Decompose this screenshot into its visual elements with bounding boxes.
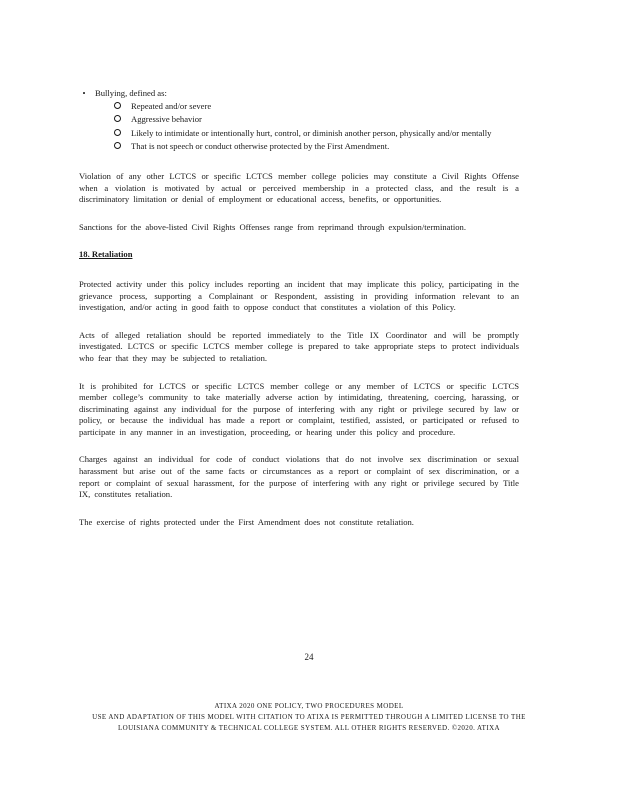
- circle-bullet-icon: [114, 102, 121, 109]
- page-footer: [60, 701, 558, 734]
- paragraph-charges: Charges against an individual for code of conduct violations that do not involve sex discrimination or sexual harassment but arise out of the same facts or circumstances as a report or complaint of sex discrimination, or a report or complaint of sexual harassment, for the purpose of interfering with any right or privilege secured by Title IX, constitutes retaliation.: [79, 454, 519, 500]
- circle-bullet-icon: [114, 129, 121, 136]
- bullet-item-bullying: [79, 88, 519, 153]
- page-number: 24: [304, 652, 314, 662]
- sub-item: That is not speech or conduct otherwise protected by the First Amendment.: [95, 141, 519, 153]
- paragraph-acts-of-retaliation: Acts of alleged retaliation should be reported immediately to the Title IX Coordinator and will be promptly investigated. LCTCS or specific LCTCS member college is prepared to take appropriate steps to protect individuals who fear that they may be subjected to retaliation.: [79, 329, 519, 363]
- bullet-marker: •: [82, 88, 86, 98]
- section-heading: 18. Retaliation: [79, 249, 133, 260]
- bullet-label: Bullying, defined as:: [95, 88, 167, 98]
- footer-line: ATIXA 2020 ONE POLICY, TWO PROCEDURES MODEL: [214, 702, 404, 710]
- footer-line: LOUISIANA COMMUNITY & TECHNICAL COLLEGE SYSTEM. ALL OTHER RIGHTS RESERVED. ©2020. ATIXA: [117, 724, 501, 732]
- paragraph-first-amendment: The exercise of rights protected under the First Amendment does not constitute retaliation.: [79, 516, 414, 527]
- paragraph-violation: Violation of any other LCTCS or specific LCTCS member college policies may constitute a Civil Rights Offense when a violation is motivated by actual or perceived membership in a protected class, and the result is a discriminatory limitation or denial of employment or educational access, benefits, or opportunities.: [79, 170, 519, 205]
- paragraph-prohibited: It is prohibited for LCTCS or specific LCTCS member college or any member of LCTCS or specific LCTCS member college’s community to take materially adverse action by intimidating, threatening, coercing, harassing, or discriminating against any individual for the purpose of interfering with any right or privilege secured by law or policy, or because the individual has made a report or complaint, testified, assisted, or participated or refused to participate in any manner in an investigation, proceeding, or hearing under this policy and procedure.: [79, 380, 519, 437]
- paragraph-sanctions: Sanctions for the above-listed Civil Rights Offenses range from reprimand through expulsion/termination.: [79, 221, 467, 232]
- circle-bullet-icon: [114, 115, 121, 122]
- sub-item: Repeated and/or severe: [95, 101, 519, 113]
- sub-item: Likely to intimidate or intentionally hurt, control, or diminish another person, physically and/or mentally: [95, 128, 519, 140]
- page-content: [79, 88, 519, 528]
- circle-bullet-icon: [114, 142, 121, 149]
- paragraph-protected-activity: Protected activity under this policy includes reporting an incident that may implicate this policy, participating in the grievance process, supporting a Complainant or Respondent, assisting in providing information relevant to an investigation, and/or acting in good faith to oppose conduct that constitutes a violation of this Policy.: [79, 278, 519, 313]
- sub-list: [95, 101, 519, 153]
- sub-item: Aggressive behavior: [95, 114, 519, 126]
- footer-line: USE AND ADAPTATION OF THIS MODEL WITH CITATION TO ATIXA IS PERMITTED THROUGH A LIMITED LICENSE TO THE: [92, 713, 526, 721]
